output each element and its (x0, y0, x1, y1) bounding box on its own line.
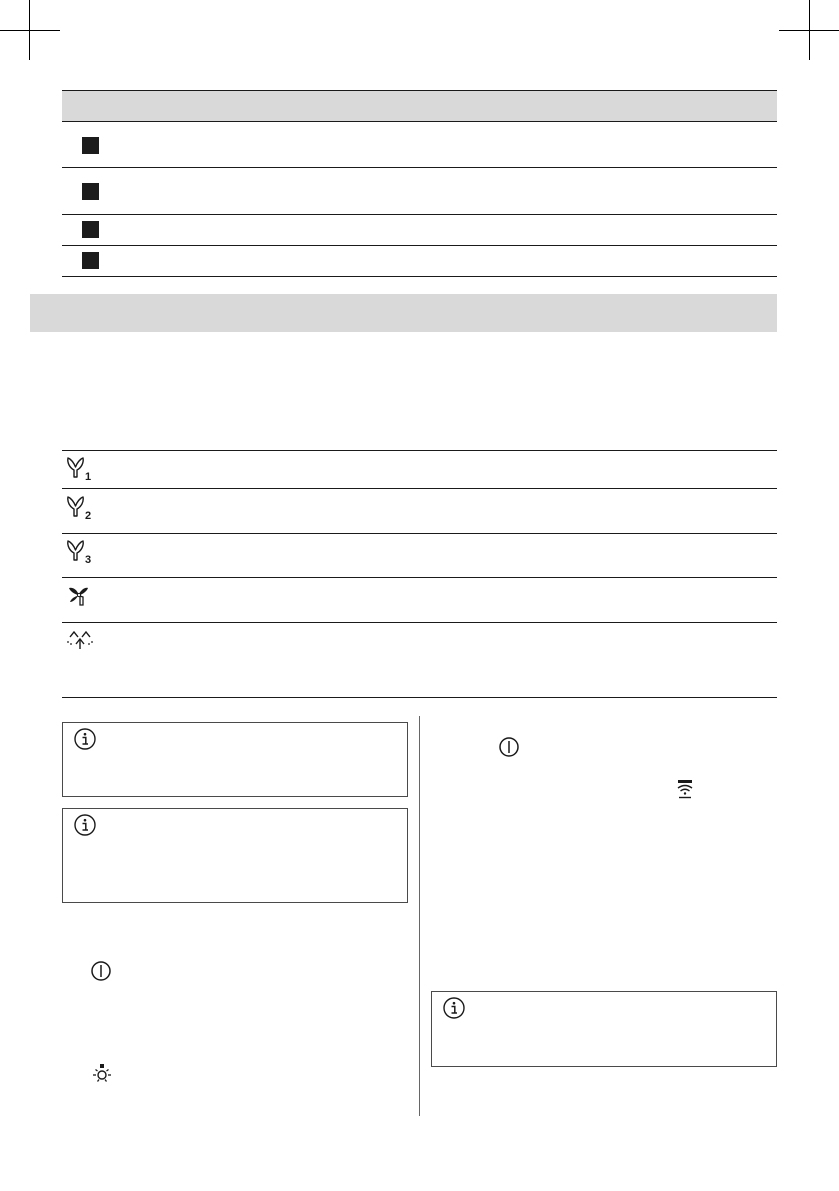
fan-speed-3-icon (66, 538, 96, 564)
info-icon (442, 996, 466, 1020)
column-divider (419, 716, 420, 1116)
table-row-divider (62, 488, 777, 489)
table-row-divider (62, 214, 777, 215)
power-icon (498, 736, 520, 758)
indicator-square (82, 252, 99, 269)
power-icon (90, 960, 112, 982)
info-note-box (62, 722, 408, 797)
section-heading-band (30, 294, 777, 332)
indicator-square (82, 221, 99, 238)
symbols-table-top-rule (62, 450, 777, 451)
auto-mode-icon (65, 627, 97, 653)
crop-mark (779, 30, 839, 31)
table-header (62, 90, 777, 122)
info-icon (73, 813, 97, 837)
light-icon (90, 1062, 114, 1086)
table-row-divider (62, 533, 777, 534)
info-note-box (431, 991, 777, 1067)
fan-speed-3-label: 3 (85, 554, 92, 564)
indicator-square (82, 183, 99, 200)
fan-speed-1-icon (66, 455, 96, 481)
fan-speed-2-icon (66, 494, 96, 520)
fan-speed-1-label: 1 (85, 471, 92, 481)
table-row-divider (62, 276, 777, 277)
hob-to-hood-wifi-icon (674, 778, 696, 800)
info-note-box (62, 808, 408, 903)
info-icon (73, 727, 97, 751)
crop-mark (0, 30, 60, 31)
table-row-divider (62, 622, 777, 623)
fan-speed-2-label: 2 (85, 510, 92, 520)
table-row-divider (62, 697, 777, 698)
table-row-divider (62, 167, 777, 168)
indicator-square (82, 137, 99, 154)
fan-boost-icon (66, 583, 96, 609)
table-row-divider (62, 577, 777, 578)
table-row-divider (62, 245, 777, 246)
